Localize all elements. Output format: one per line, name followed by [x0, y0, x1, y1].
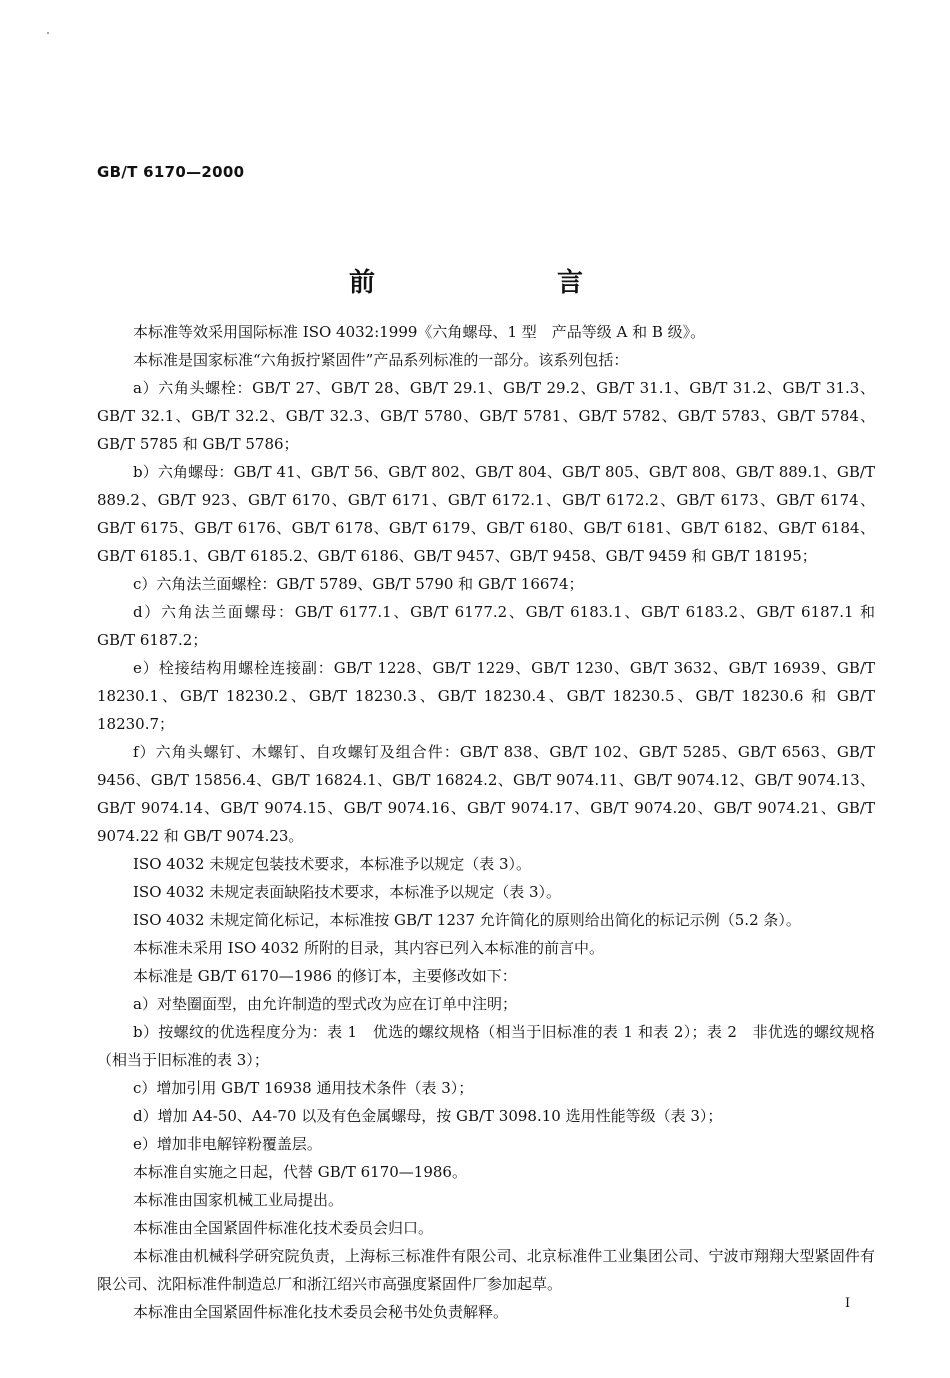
- foreword-body: [97, 318, 875, 1326]
- paragraph: f）六角头螺钉、木螺钉、自攻螺钉及组合件：GB/T 838、GB/T 102、GB/T 5285、GB/T 6563、GB/T 9456、GB/T 15856.4、GB/T 16824.1、GB/T 16824.2、GB/T 9074.11、GB/T 9074.12、GB/T 9074.13、GB/T 9074.14、GB/T 9074.15、GB/T 9074.16、GB/T 9074.17、GB/T 9074.20、GB/T 9074.21、GB/T 9074.22 和 GB/T 9074.23。: [97, 743, 875, 845]
- paragraph: c）六角法兰面螺栓：GB/T 5789、GB/T 5790 和 GB/T 16674；: [133, 575, 584, 593]
- page-number: I: [845, 1296, 851, 1311]
- paragraph: e）栓接结构用螺栓连接副：GB/T 1228、GB/T 1229、GB/T 1230、GB/T 3632、GB/T 16939、GB/T 18230.1、GB/T 18230.2、GB/T 18230.3、GB/T 18230.4、GB/T 18230.5、GB/T 18230.6 和 GB/T 18230.7；: [97, 659, 875, 733]
- paragraph: 本标准是国家标准“六角扳拧紧固件”产品系列标准的一部分。该系列包括：: [133, 351, 629, 369]
- paragraph: b）六角螺母：GB/T 41、GB/T 56、GB/T 802、GB/T 804、GB/T 805、GB/T 808、GB/T 889.1、GB/T 889.2、GB/T 923、GB/T 6170、GB/T 6171、GB/T 6172.1、GB/T 6172.2、GB/T 6173、GB/T 6174、GB/T 6175、GB/T 6176、GB/T 6178、GB/T 6179、GB/T 6180、GB/T 6181、GB/T 6182、GB/T 6184、GB/T 6185.1、GB/T 6185.2、GB/T 6186、GB/T 9457、GB/T 9458、GB/T 9459 和 GB/T 18195；: [97, 463, 875, 565]
- paragraph: 本标准由国家机械工业局提出。: [133, 1191, 344, 1209]
- paragraph: ISO 4032 未规定简化标记，本标准按 GB/T 1237 允许简化的原则给出简化的标记示例（5.2 条）。: [133, 911, 801, 929]
- paragraph: ISO 4032 未规定包装技术要求，本标准予以规定（表 3）。: [133, 855, 532, 873]
- paragraph: b）按螺纹的优选程度分为：表 1 优选的螺纹规格（相当于旧标准的表 1 和表 2）；表 2 非优选的螺纹规格（相当于旧标准的表 3）；: [97, 1023, 875, 1069]
- paragraph: 本标准自实施之日起，代替 GB/T 6170—1986。: [133, 1163, 467, 1181]
- paragraph: 本标准等效采用国际标准 ISO 4032:1999《六角螺母、1 型 产品等级 A 和 B 级》。: [133, 323, 706, 341]
- paragraph: d）增加 A4-50、A4-70 以及有色金属螺母，按 GB/T 3098.10 选用性能等级（表 3）；: [133, 1107, 723, 1125]
- paragraph: c）增加引用 GB/T 16938 通用技术条件（表 3）；: [133, 1079, 474, 1097]
- paragraph: e）增加非电解锌粉覆盖层。: [133, 1135, 322, 1153]
- scan-speck: [47, 32, 49, 34]
- paragraph: ISO 4032 未规定表面缺陷技术要求，本标准予以规定（表 3）。: [133, 883, 562, 901]
- paragraph: a）六角头螺栓：GB/T 27、GB/T 28、GB/T 29.1、GB/T 29.2、GB/T 31.1、GB/T 31.2、GB/T 31.3、GB/T 32.1、GB/T 32.2、GB/T 32.3、GB/T 5780、GB/T 5781、GB/T 5782、GB/T 5783、GB/T 5784、GB/T 5785 和 GB/T 5786；: [97, 379, 875, 453]
- paragraph: 本标准是 GB/T 6170—1986 的修订本，主要修改如下：: [133, 967, 517, 985]
- standard-code: GB/T 6170—2000: [97, 163, 245, 181]
- paragraph: 本标准由全国紧固件标准化技术委员会归口。: [133, 1219, 434, 1237]
- paragraph: d）六角法兰面螺母：GB/T 6177.1、GB/T 6177.2、GB/T 6183.1、GB/T 6183.2、GB/T 6187.1 和 GB/T 6187.2；: [97, 603, 875, 649]
- paragraph: 本标准未采用 ISO 4032 所附的目录，其内容已列入本标准的前言中。: [133, 939, 604, 957]
- page-title: 前 言: [348, 268, 661, 298]
- paragraph: a）对垫圈面型，由允许制造的型式改为应在订单中注明；: [133, 995, 517, 1013]
- paragraph: 本标准由全国紧固件标准化技术委员会秘书处负责解释。: [133, 1303, 509, 1321]
- paragraph: 本标准由机械科学研究院负责，上海标三标准件有限公司、北京标准件工业集团公司、宁波市翔翔大型紧固件有限公司、沈阳标准件制造总厂和浙江绍兴市高强度紧固件厂参加起草。: [97, 1247, 875, 1293]
